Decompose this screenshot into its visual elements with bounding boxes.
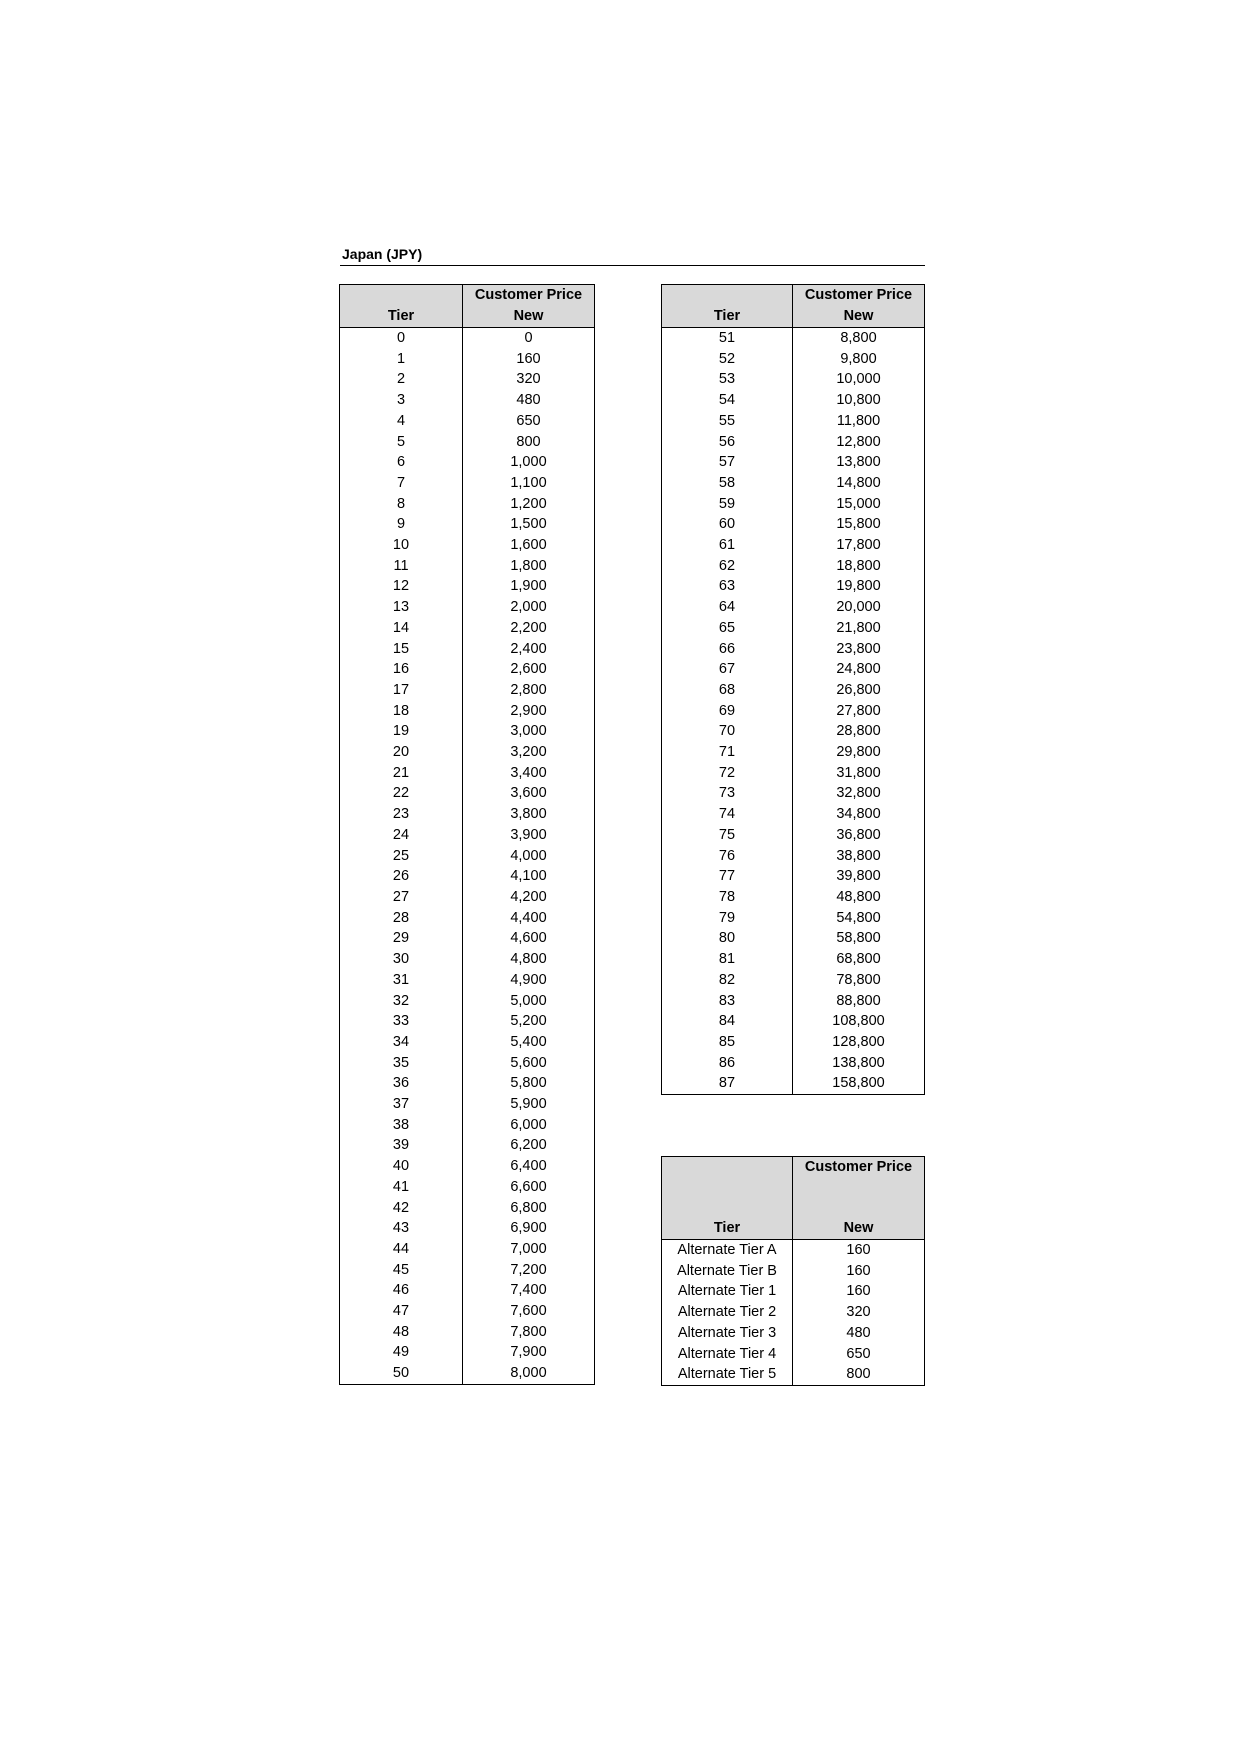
table-row bbox=[662, 452, 925, 473]
price-cell: 480 bbox=[793, 1323, 925, 1344]
table-row bbox=[340, 432, 595, 453]
table-row bbox=[662, 411, 925, 432]
price-cell: 12,800 bbox=[793, 432, 925, 453]
tier-cell: 27 bbox=[340, 887, 463, 908]
tier-cell: 34 bbox=[340, 1032, 463, 1053]
table-row bbox=[662, 1011, 925, 1032]
tier-cell: 14 bbox=[340, 618, 463, 639]
price-cell: 14,800 bbox=[793, 473, 925, 494]
price-cell: 38,800 bbox=[793, 846, 925, 867]
table-row bbox=[662, 742, 925, 763]
table-row bbox=[340, 908, 595, 929]
price-cell: 3,000 bbox=[463, 721, 595, 742]
table-row bbox=[340, 659, 595, 680]
alternate-tier-table bbox=[661, 1156, 925, 1386]
table-row bbox=[662, 556, 925, 577]
table-row bbox=[340, 1363, 595, 1384]
tier-cell: 69 bbox=[662, 701, 793, 722]
table-row bbox=[340, 763, 595, 784]
price-cell: 160 bbox=[793, 1261, 925, 1282]
price-cell: 9,800 bbox=[793, 349, 925, 370]
tier-cell: 26 bbox=[340, 866, 463, 887]
price-cell: 18,800 bbox=[793, 556, 925, 577]
tier-cell: Alternate Tier B bbox=[662, 1261, 793, 1282]
price-column-header: Customer Price New bbox=[793, 1157, 925, 1240]
price-cell: 19,800 bbox=[793, 576, 925, 597]
price-column-header: Customer Price New bbox=[793, 285, 925, 328]
table-row bbox=[340, 328, 595, 349]
table-row bbox=[340, 1260, 595, 1281]
price-cell: 7,900 bbox=[463, 1342, 595, 1363]
tier-cell: 63 bbox=[662, 576, 793, 597]
price-cell: 58,800 bbox=[793, 928, 925, 949]
table-row bbox=[340, 991, 595, 1012]
price-cell: 0 bbox=[463, 328, 595, 349]
tier-cell: 0 bbox=[340, 328, 463, 349]
price-cell: 2,600 bbox=[463, 659, 595, 680]
table-row bbox=[340, 452, 595, 473]
table-row bbox=[340, 514, 595, 535]
tier-cell: 51 bbox=[662, 328, 793, 349]
table-row bbox=[340, 680, 595, 701]
table-row bbox=[662, 928, 925, 949]
table-row bbox=[662, 866, 925, 887]
tier-cell: 16 bbox=[340, 659, 463, 680]
tier-cell: 25 bbox=[340, 846, 463, 867]
tier-cell: 73 bbox=[662, 783, 793, 804]
tier-cell: 71 bbox=[662, 742, 793, 763]
tier-cell: 59 bbox=[662, 494, 793, 515]
tier-cell: 85 bbox=[662, 1032, 793, 1053]
table-row bbox=[340, 825, 595, 846]
tier-table-left bbox=[339, 284, 595, 1385]
table-row bbox=[662, 1302, 925, 1323]
price-cell: 650 bbox=[793, 1344, 925, 1365]
table-row bbox=[662, 970, 925, 991]
tier-cell: 11 bbox=[340, 556, 463, 577]
price-cell: 1,500 bbox=[463, 514, 595, 535]
table-row bbox=[340, 1073, 595, 1094]
price-cell: 6,600 bbox=[463, 1177, 595, 1198]
price-cell: 21,800 bbox=[793, 618, 925, 639]
table-row bbox=[340, 390, 595, 411]
price-cell: 128,800 bbox=[793, 1032, 925, 1053]
table-row bbox=[340, 639, 595, 660]
tier-cell: 42 bbox=[340, 1198, 463, 1219]
price-cell: 7,600 bbox=[463, 1301, 595, 1322]
tier-cell: 30 bbox=[340, 949, 463, 970]
tier-cell: 67 bbox=[662, 659, 793, 680]
price-cell: 6,900 bbox=[463, 1218, 595, 1239]
price-cell: 15,000 bbox=[793, 494, 925, 515]
table-row bbox=[340, 1198, 595, 1219]
tier-cell: 8 bbox=[340, 494, 463, 515]
price-cell: 158,800 bbox=[793, 1073, 925, 1094]
table-row bbox=[340, 1135, 595, 1156]
price-cell: 15,800 bbox=[793, 514, 925, 535]
price-cell: 1,000 bbox=[463, 452, 595, 473]
price-cell: 28,800 bbox=[793, 721, 925, 742]
tier-column-header: Tier bbox=[340, 285, 463, 328]
tier-cell: 75 bbox=[662, 825, 793, 846]
price-cell: 3,200 bbox=[463, 742, 595, 763]
tier-cell: 81 bbox=[662, 949, 793, 970]
tier-cell: 24 bbox=[340, 825, 463, 846]
price-cell: 320 bbox=[793, 1302, 925, 1323]
page-title: Japan (JPY) bbox=[340, 244, 925, 266]
tier-cell: 44 bbox=[340, 1239, 463, 1260]
table-row bbox=[662, 1364, 925, 1385]
price-cell: 5,600 bbox=[463, 1053, 595, 1074]
tier-cell: 38 bbox=[340, 1115, 463, 1136]
table-row bbox=[662, 1053, 925, 1074]
table-row bbox=[340, 1115, 595, 1136]
table-row bbox=[340, 721, 595, 742]
price-cell: 48,800 bbox=[793, 887, 925, 908]
table-row bbox=[662, 514, 925, 535]
price-cell: 1,900 bbox=[463, 576, 595, 597]
table-row bbox=[340, 970, 595, 991]
table-row bbox=[340, 494, 595, 515]
price-cell: 88,800 bbox=[793, 991, 925, 1012]
price-cell: 17,800 bbox=[793, 535, 925, 556]
table-row bbox=[662, 1281, 925, 1302]
tier-cell: 35 bbox=[340, 1053, 463, 1074]
tier-cell: 45 bbox=[340, 1260, 463, 1281]
tier-cell: 23 bbox=[340, 804, 463, 825]
tier-table-right bbox=[661, 284, 925, 1095]
tier-cell: Alternate Tier A bbox=[662, 1240, 793, 1261]
tier-cell: 72 bbox=[662, 763, 793, 784]
price-cell: 2,400 bbox=[463, 639, 595, 660]
price-cell: 138,800 bbox=[793, 1053, 925, 1074]
table-row bbox=[662, 494, 925, 515]
price-cell: 68,800 bbox=[793, 949, 925, 970]
price-cell: 480 bbox=[463, 390, 595, 411]
price-cell: 3,600 bbox=[463, 783, 595, 804]
tier-cell: 77 bbox=[662, 866, 793, 887]
table-row bbox=[662, 701, 925, 722]
tier-cell: 52 bbox=[662, 349, 793, 370]
tier-cell: Alternate Tier 5 bbox=[662, 1364, 793, 1385]
price-cell: 11,800 bbox=[793, 411, 925, 432]
price-cell: 20,000 bbox=[793, 597, 925, 618]
tier-cell: 54 bbox=[662, 390, 793, 411]
tier-cell: 19 bbox=[340, 721, 463, 742]
table-row bbox=[340, 556, 595, 577]
tier-cell: 57 bbox=[662, 452, 793, 473]
tier-cell: 76 bbox=[662, 846, 793, 867]
tier-cell: 62 bbox=[662, 556, 793, 577]
table-row bbox=[662, 639, 925, 660]
price-cell: 10,800 bbox=[793, 390, 925, 411]
table-row bbox=[662, 804, 925, 825]
table-row bbox=[662, 369, 925, 390]
tier-cell: 13 bbox=[340, 597, 463, 618]
price-cell: 160 bbox=[793, 1281, 925, 1302]
table-row bbox=[340, 1322, 595, 1343]
tier-cell: 22 bbox=[340, 783, 463, 804]
price-cell: 29,800 bbox=[793, 742, 925, 763]
tier-cell: 12 bbox=[340, 576, 463, 597]
table-row bbox=[662, 908, 925, 929]
price-cell: 32,800 bbox=[793, 783, 925, 804]
tier-cell: 58 bbox=[662, 473, 793, 494]
table-row bbox=[340, 535, 595, 556]
tier-cell: 46 bbox=[340, 1280, 463, 1301]
tier-cell: 7 bbox=[340, 473, 463, 494]
table-row bbox=[662, 535, 925, 556]
price-cell: 1,600 bbox=[463, 535, 595, 556]
price-cell: 7,400 bbox=[463, 1280, 595, 1301]
tier-cell: 31 bbox=[340, 970, 463, 991]
tier-cell: Alternate Tier 2 bbox=[662, 1302, 793, 1323]
tier-cell: 65 bbox=[662, 618, 793, 639]
table-row bbox=[662, 432, 925, 453]
table-row bbox=[340, 1239, 595, 1260]
price-cell: 26,800 bbox=[793, 680, 925, 701]
table-row bbox=[662, 846, 925, 867]
price-cell: 3,800 bbox=[463, 804, 595, 825]
tier-cell: 4 bbox=[340, 411, 463, 432]
table-row bbox=[662, 763, 925, 784]
table-row bbox=[340, 618, 595, 639]
price-cell: 8,000 bbox=[463, 1363, 595, 1384]
table-row bbox=[662, 576, 925, 597]
tier-cell: 39 bbox=[340, 1135, 463, 1156]
tier-cell: 36 bbox=[340, 1073, 463, 1094]
price-cell: 24,800 bbox=[793, 659, 925, 680]
tier-cell: 5 bbox=[340, 432, 463, 453]
price-cell: 1,800 bbox=[463, 556, 595, 577]
table-row bbox=[662, 1073, 925, 1094]
table-row bbox=[340, 349, 595, 370]
price-cell: 78,800 bbox=[793, 970, 925, 991]
tier-cell: 74 bbox=[662, 804, 793, 825]
price-cell: 6,800 bbox=[463, 1198, 595, 1219]
tier-cell: 78 bbox=[662, 887, 793, 908]
table-row bbox=[340, 928, 595, 949]
table-row bbox=[340, 804, 595, 825]
tier-cell: 66 bbox=[662, 639, 793, 660]
tier-cell: Alternate Tier 4 bbox=[662, 1344, 793, 1365]
table-row bbox=[662, 1032, 925, 1053]
table-header-row bbox=[662, 1157, 925, 1240]
price-cell: 108,800 bbox=[793, 1011, 925, 1032]
tier-cell: 32 bbox=[340, 991, 463, 1012]
price-cell: 7,800 bbox=[463, 1322, 595, 1343]
tier-cell: 47 bbox=[340, 1301, 463, 1322]
price-cell: 2,200 bbox=[463, 618, 595, 639]
table-row bbox=[340, 783, 595, 804]
tier-cell: 15 bbox=[340, 639, 463, 660]
table-row bbox=[340, 411, 595, 432]
price-cell: 4,400 bbox=[463, 908, 595, 929]
table-row bbox=[340, 1342, 595, 1363]
table-row bbox=[340, 1011, 595, 1032]
table-row bbox=[662, 1323, 925, 1344]
table-row bbox=[340, 742, 595, 763]
price-cell: 4,600 bbox=[463, 928, 595, 949]
price-cell: 4,900 bbox=[463, 970, 595, 991]
tier-cell: 21 bbox=[340, 763, 463, 784]
tier-cell: 1 bbox=[340, 349, 463, 370]
price-column-header: Customer Price New bbox=[463, 285, 595, 328]
table-row bbox=[340, 369, 595, 390]
table-row bbox=[662, 783, 925, 804]
table-row bbox=[662, 721, 925, 742]
table-row bbox=[662, 1344, 925, 1365]
price-cell: 8,800 bbox=[793, 328, 925, 349]
price-cell: 5,200 bbox=[463, 1011, 595, 1032]
tier-cell: 86 bbox=[662, 1053, 793, 1074]
price-cell: 23,800 bbox=[793, 639, 925, 660]
table-row bbox=[662, 390, 925, 411]
tier-cell: 68 bbox=[662, 680, 793, 701]
tier-cell: 10 bbox=[340, 535, 463, 556]
price-cell: 4,000 bbox=[463, 846, 595, 867]
table-row bbox=[340, 1280, 595, 1301]
table-header-row bbox=[662, 285, 925, 328]
price-cell: 2,800 bbox=[463, 680, 595, 701]
price-cell: 36,800 bbox=[793, 825, 925, 846]
table-row bbox=[662, 680, 925, 701]
price-cell: 160 bbox=[463, 349, 595, 370]
table-row bbox=[662, 825, 925, 846]
tier-cell: 3 bbox=[340, 390, 463, 411]
table-row bbox=[662, 597, 925, 618]
table-row bbox=[340, 1301, 595, 1322]
table-row bbox=[662, 887, 925, 908]
price-cell: 4,100 bbox=[463, 866, 595, 887]
table-row bbox=[662, 659, 925, 680]
tier-cell: 43 bbox=[340, 1218, 463, 1239]
price-cell: 2,000 bbox=[463, 597, 595, 618]
tier-cell: 40 bbox=[340, 1156, 463, 1177]
tier-cell: 60 bbox=[662, 514, 793, 535]
table-row bbox=[662, 473, 925, 494]
price-cell: 6,200 bbox=[463, 1135, 595, 1156]
table-row bbox=[340, 1094, 595, 1115]
table-row bbox=[340, 1156, 595, 1177]
price-cell: 800 bbox=[463, 432, 595, 453]
table-row bbox=[340, 887, 595, 908]
price-cell: 10,000 bbox=[793, 369, 925, 390]
tier-column-header: Tier bbox=[662, 285, 793, 328]
price-cell: 650 bbox=[463, 411, 595, 432]
tier-column-header: Tier bbox=[662, 1157, 793, 1240]
tier-cell: 2 bbox=[340, 369, 463, 390]
table-row bbox=[340, 866, 595, 887]
tier-cell: 82 bbox=[662, 970, 793, 991]
table-row bbox=[340, 597, 595, 618]
price-cell: 27,800 bbox=[793, 701, 925, 722]
table-row bbox=[662, 949, 925, 970]
tier-cell: Alternate Tier 1 bbox=[662, 1281, 793, 1302]
price-cell: 4,800 bbox=[463, 949, 595, 970]
price-cell: 6,400 bbox=[463, 1156, 595, 1177]
table-header-row bbox=[340, 285, 595, 328]
table-row bbox=[340, 1177, 595, 1198]
table-row bbox=[662, 349, 925, 370]
price-cell: 5,900 bbox=[463, 1094, 595, 1115]
tier-cell: 64 bbox=[662, 597, 793, 618]
table-row bbox=[340, 949, 595, 970]
table-row bbox=[340, 473, 595, 494]
price-cell: 1,100 bbox=[463, 473, 595, 494]
table-row bbox=[662, 991, 925, 1012]
table-row bbox=[340, 1218, 595, 1239]
table-row bbox=[340, 1032, 595, 1053]
price-cell: 13,800 bbox=[793, 452, 925, 473]
price-cell: 34,800 bbox=[793, 804, 925, 825]
tier-cell: 80 bbox=[662, 928, 793, 949]
price-cell: 320 bbox=[463, 369, 595, 390]
table-row bbox=[662, 618, 925, 639]
price-cell: 5,800 bbox=[463, 1073, 595, 1094]
tier-cell: 87 bbox=[662, 1073, 793, 1094]
tier-cell: 49 bbox=[340, 1342, 463, 1363]
table-row bbox=[340, 846, 595, 867]
tier-cell: Alternate Tier 3 bbox=[662, 1323, 793, 1344]
tier-cell: 37 bbox=[340, 1094, 463, 1115]
price-cell: 800 bbox=[793, 1364, 925, 1385]
table-row bbox=[662, 328, 925, 349]
tier-cell: 48 bbox=[340, 1322, 463, 1343]
tier-cell: 18 bbox=[340, 701, 463, 722]
tier-cell: 29 bbox=[340, 928, 463, 949]
tier-cell: 28 bbox=[340, 908, 463, 929]
price-cell: 4,200 bbox=[463, 887, 595, 908]
tier-cell: 53 bbox=[662, 369, 793, 390]
price-cell: 31,800 bbox=[793, 763, 925, 784]
table-row bbox=[662, 1261, 925, 1282]
price-cell: 3,900 bbox=[463, 825, 595, 846]
tier-cell: 56 bbox=[662, 432, 793, 453]
price-cell: 1,200 bbox=[463, 494, 595, 515]
tier-cell: 79 bbox=[662, 908, 793, 929]
table-row bbox=[340, 1053, 595, 1074]
table-row bbox=[340, 701, 595, 722]
tier-cell: 84 bbox=[662, 1011, 793, 1032]
price-cell: 7,200 bbox=[463, 1260, 595, 1281]
tier-cell: 83 bbox=[662, 991, 793, 1012]
price-cell: 6,000 bbox=[463, 1115, 595, 1136]
tier-cell: 55 bbox=[662, 411, 793, 432]
price-cell: 3,400 bbox=[463, 763, 595, 784]
table-row bbox=[662, 1240, 925, 1261]
price-cell: 39,800 bbox=[793, 866, 925, 887]
tier-cell: 6 bbox=[340, 452, 463, 473]
tier-cell: 50 bbox=[340, 1363, 463, 1384]
tier-cell: 17 bbox=[340, 680, 463, 701]
price-cell: 2,900 bbox=[463, 701, 595, 722]
price-cell: 5,000 bbox=[463, 991, 595, 1012]
price-cell: 7,000 bbox=[463, 1239, 595, 1260]
price-cell: 54,800 bbox=[793, 908, 925, 929]
table-row bbox=[340, 576, 595, 597]
tier-cell: 33 bbox=[340, 1011, 463, 1032]
tier-cell: 20 bbox=[340, 742, 463, 763]
tier-cell: 41 bbox=[340, 1177, 463, 1198]
tier-cell: 9 bbox=[340, 514, 463, 535]
tier-cell: 70 bbox=[662, 721, 793, 742]
tier-cell: 61 bbox=[662, 535, 793, 556]
price-cell: 160 bbox=[793, 1240, 925, 1261]
price-cell: 5,400 bbox=[463, 1032, 595, 1053]
